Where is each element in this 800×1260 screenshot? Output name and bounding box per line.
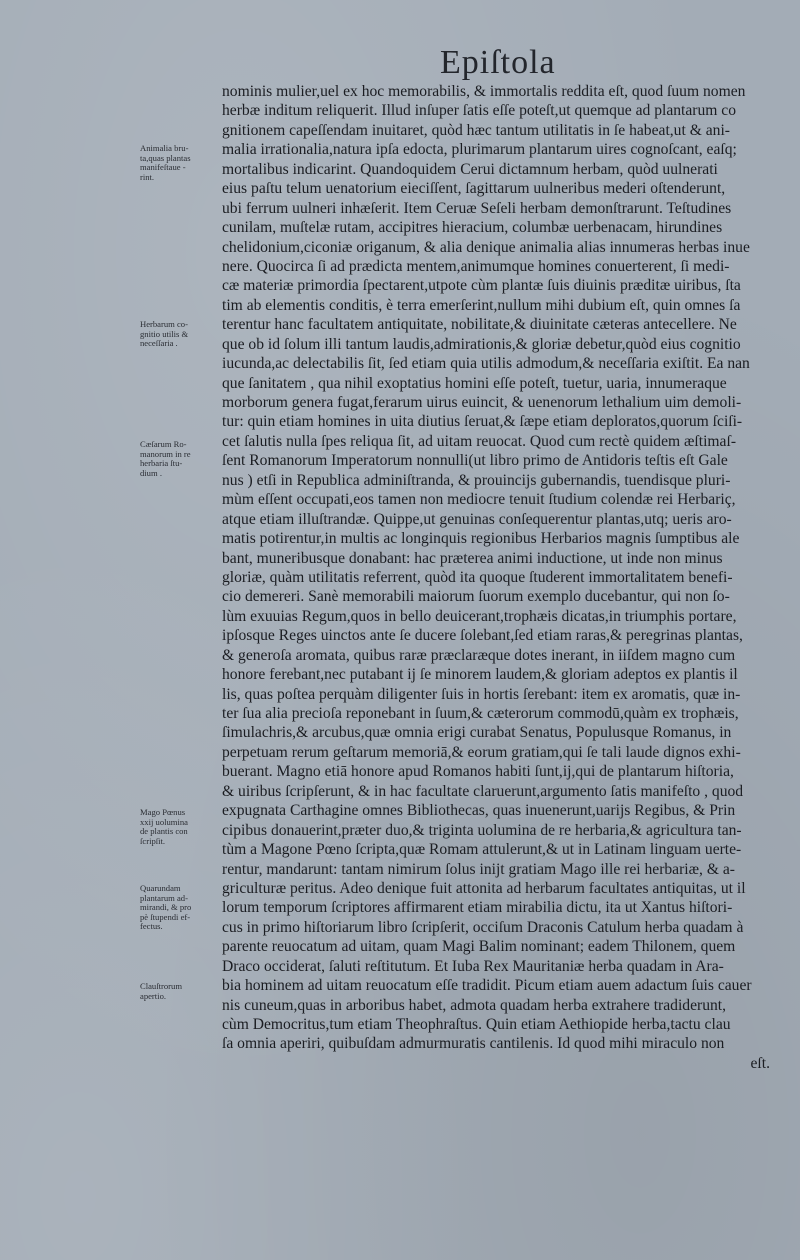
text-line: iucunda,ac delectabilis ſit, ſed etiam quia utilis admodum,& neceſſaria exiſtit. Ea nan	[222, 355, 750, 373]
text-line: & generoſa aromata, quibus raræ præclaræque dotes inerant, in iiſdem magno cum	[222, 646, 736, 664]
text-line: parente reuocatum ad uitam, quam Magi Balim nominant; eadem Thilonem, quem	[222, 938, 736, 956]
text-line: cet ſalutis nulla ſpes reliqua ſit, ad uitam reuocat. Quod cum rectè quidem æſtimaſ-	[222, 432, 737, 450]
text-line: chelidonium,ciconiæ origanum, & alia denique animalia alias innumeras herbas inue	[222, 238, 750, 256]
margin-note-line: ſcripſit.	[140, 835, 166, 846]
text-line: cipibus donauerint,præter duo,& triginta uolumina de re herbaria,& agricultura tan-	[222, 821, 742, 839]
text-line: eius paſtu telum uenatorium eieciſſent, ſagittarum uulneribus mederi oſtenderunt,	[222, 180, 726, 198]
margin-note-line: neceſſaria .	[140, 338, 178, 349]
text-line: que ob id ſolum illi tantum laudis,admirationis,& gloriæ debetur,quòd eius cognitio	[222, 335, 741, 353]
text-line: lis, quas poſtea perquàm diligenter ſuis in hortis ſerebant: item ex aromatis, quæ in-	[222, 685, 741, 703]
text-line: bia hominem ad uitam reuocatum eſſe tradidit. Picum etiam auem adactum ſuis cauer	[222, 977, 752, 995]
margin-note-line: rint.	[140, 171, 155, 182]
margin-note-line: Clauſtrorum	[140, 981, 183, 991]
text-line: lùm exuuias Regum,quos in bello deuicerant,trophæis dicatas,in triumphis portare,	[222, 607, 737, 625]
text-line: atque etiam illuſtrandæ. Quippe,ut genuinas conſequerentur plantas,utq; ueris aro-	[222, 510, 732, 528]
margin-note-quarundam	[140, 884, 220, 932]
margin-note-line: mirandi, & pro	[140, 902, 192, 913]
text-line: nere. Quocirca ſi ad prædicta mentem,animumque homines conuerterent, ſi medi-	[222, 257, 730, 275]
margin-note-line: herbaria ſtu-	[140, 458, 183, 469]
margin-note-line: Cæſarum Ro-	[140, 439, 187, 449]
text-line: buerant. Magno etiā honore apud Romanos habiti ſunt,ij,qui de plantarum hiſtoria,	[222, 763, 734, 781]
margin-note-line: Mago Pœnus	[140, 807, 186, 817]
text-line: mortalibus indicarint. Quandoquidem Cerui dictamnum herbam, quòd uulnerati	[222, 160, 718, 178]
text-line: gnitionem capeſſendam inuitaret, quòd hæc tantum utilitatis in ſe habeat,ut & ani-	[222, 121, 730, 139]
text-line: ubi ferrum uulneri inhæſerit. Item Ceruæ Seſeli herbam demonſtrarunt. Teſtudines	[222, 199, 732, 217]
margin-note-line: dium .	[140, 467, 162, 478]
margin-note-line: apertio.	[140, 990, 167, 1001]
margin-note-line: manifeſtaue -	[140, 162, 186, 173]
text-line: malia irrationalia,natura ipſa edocta, plurimarum plantarum uires cognoſcant, eaſq;	[222, 141, 737, 159]
text-line: & uiribus ſcripſerunt, & in hac facultate claruerunt,argumento ſatis manifeſto , quod	[222, 782, 744, 800]
text-line: cus in primo hiſtoriarum libro ſcripſerit, occiſum Draconis Catulum herba quadam à	[222, 918, 744, 936]
text-line: nus ) etſi in Republica adminiſtranda, & prouincijs gubernandis, tuendisque pluri-	[222, 471, 731, 489]
margin-note-herbarum	[140, 320, 220, 349]
text-line: honore ferebant,nec putabant ij ſe minorem laudem,& gloriam adeptos ex plantis il	[222, 666, 738, 684]
text-line: tùm a Magone Pœno ſcripta,quæ Romam attulerunt,& ut in Latinam linguam uerte-	[222, 841, 742, 859]
margin-note-line: ta,quas plantas	[140, 152, 191, 163]
margin-note-claustrorum	[140, 982, 220, 1001]
margin-note-animalia	[140, 144, 220, 182]
margin-note-line: plantarum ad-	[140, 892, 188, 903]
margin-note-line: Animalia bru-	[140, 143, 189, 153]
margin-note-caesarum	[140, 440, 220, 478]
text-line: tim ab elementis conditis, è terra emerſerint,nullum mihi dubium eſt, quin omnes ſa	[222, 296, 741, 314]
text-line: morborum genera fugat,ferarum uirus euincit, & uenenorum lethalium uim demoli-	[222, 394, 742, 411]
text-line: ipſosque Reges uinctos ante ſe ducere ſolebant,ſed etiam raras,& peregrinas plantas,	[222, 627, 743, 645]
text-line: terentur hanc facultatem antiquitate, nobilitate,& diuinitate cæteras antecellere. Ne	[222, 316, 737, 334]
text-line: cùm Democritus,tum etiam Theophraſtus. Quin etiam Aethiopide herba,tactu clau	[222, 1016, 731, 1033]
text-line: ter ſua alia precioſa reponebant in ſuum,& cæterorum commodū,quàm ex trophæis,	[222, 705, 739, 722]
text-line: herbæ inditum reliquerit. Illud inſuper ſatis eſſe poteſt,ut quemque ad plantarum co	[222, 102, 737, 120]
margin-note-mago	[140, 808, 220, 846]
text-line: tur: quin etiam homines in uita diutius ſeruat,& ſæpe etiam deploratos,quorum ſciſi-	[222, 413, 743, 431]
text-line: lorum temporum ſcriptores affirmarent etiam mirabilia dictu, ita ut Xantus hiſtori-	[222, 899, 733, 917]
margin-note-line: xxij uolumina	[140, 816, 188, 827]
text-line-final: eſt.	[750, 1054, 770, 1072]
text-line: que ſanitatem , qua nihil exoptatius homini eſſe poteſt, tuetur, uaria, innumeraque	[222, 374, 727, 392]
margin-note-line: fectus.	[140, 921, 163, 932]
text-line: ſimulachris,& arcubus,quæ omnia erigi curabat Senatus, Populusque Romanus, in	[222, 724, 732, 742]
text-line: cunilam, muſtelæ rutam, accipitres hieracium, columbæ uerbenacam, hirundines	[222, 219, 723, 237]
text-line: gloriæ, quàm utilitatis referrent, quòd ita quoque ſtuderent immortalitatem benefi-	[222, 568, 733, 586]
text-line: cio demereri. Sanè memorabili maiorum ſuorum exemplo ducebantur, qui non ſo-	[222, 588, 730, 606]
margin-note-line: manorum in re	[140, 448, 191, 459]
text-line: bant, muneribusque donabant: hac præterea animi inductione, ut inde non minus	[222, 549, 723, 567]
text-line: nominis mulier,uel ex hoc memorabilis, & immortalis reddita eſt, quod ſuum nomen	[222, 83, 746, 100]
text-line: mùm eſſent occupati,eos tamen non mediocre tenuit ſtudium colendæ rei Herbariç,	[222, 491, 736, 509]
text-line: nis cuneum,quas in arboribus habet, admota quadam herba extrahere tradiderunt,	[222, 996, 727, 1014]
text-line: Draco occiderat, ſaluti reſtitutum. Et Iuba Rex Mauritaniæ herba quadam in Ara-	[222, 957, 724, 975]
text-line: griculturæ peritus. Adeo denique fuit attonita ad herbarum facultates antiquitas, ut il	[222, 879, 746, 897]
text-line: expugnata Carthagine omnes Bibliothecas, quas inuenerunt,uarijs Regibus, & Prin	[222, 802, 736, 820]
text-line: ſent Romanorum Imperatorum nonnulli(ut libro primo de Antidoris teſtis eſt Gale	[222, 452, 728, 470]
margin-note-line: Quarundam	[140, 883, 181, 893]
margin-note-line: gnitio utilis &	[140, 328, 189, 339]
text-line: ſa omnia aperiri, quibuſdam admurmuratis cantilenis. Id quod mihi miraculo non	[222, 1035, 725, 1053]
body-text	[222, 82, 770, 1073]
margin-note-line: Herbarum co-	[140, 319, 188, 329]
text-line: perpetuam rerum geſtarum memoriā,& eorum gratiam,qui ſe tali laude dignos exhi-	[222, 743, 741, 761]
margin-note-line: pè ſtupendi ef-	[140, 911, 191, 922]
text-line: rentur, mandarunt: tantam nimirum ſolus inijt gratiam Mago ille rei herbariæ, & a-	[222, 860, 735, 878]
text-line: cæ materiæ primordia ſpectarent,utpote cùm plantæ ſuis diuinis præditæ uiribus, ſta	[222, 277, 741, 295]
page-title: Epiſtola	[440, 44, 556, 81]
margin-note-line: de plantis con	[140, 826, 188, 837]
text-line: matis potirentur,in multis ac longinquis regionibus Herbarios magnis ſumptibus ale	[222, 530, 740, 548]
